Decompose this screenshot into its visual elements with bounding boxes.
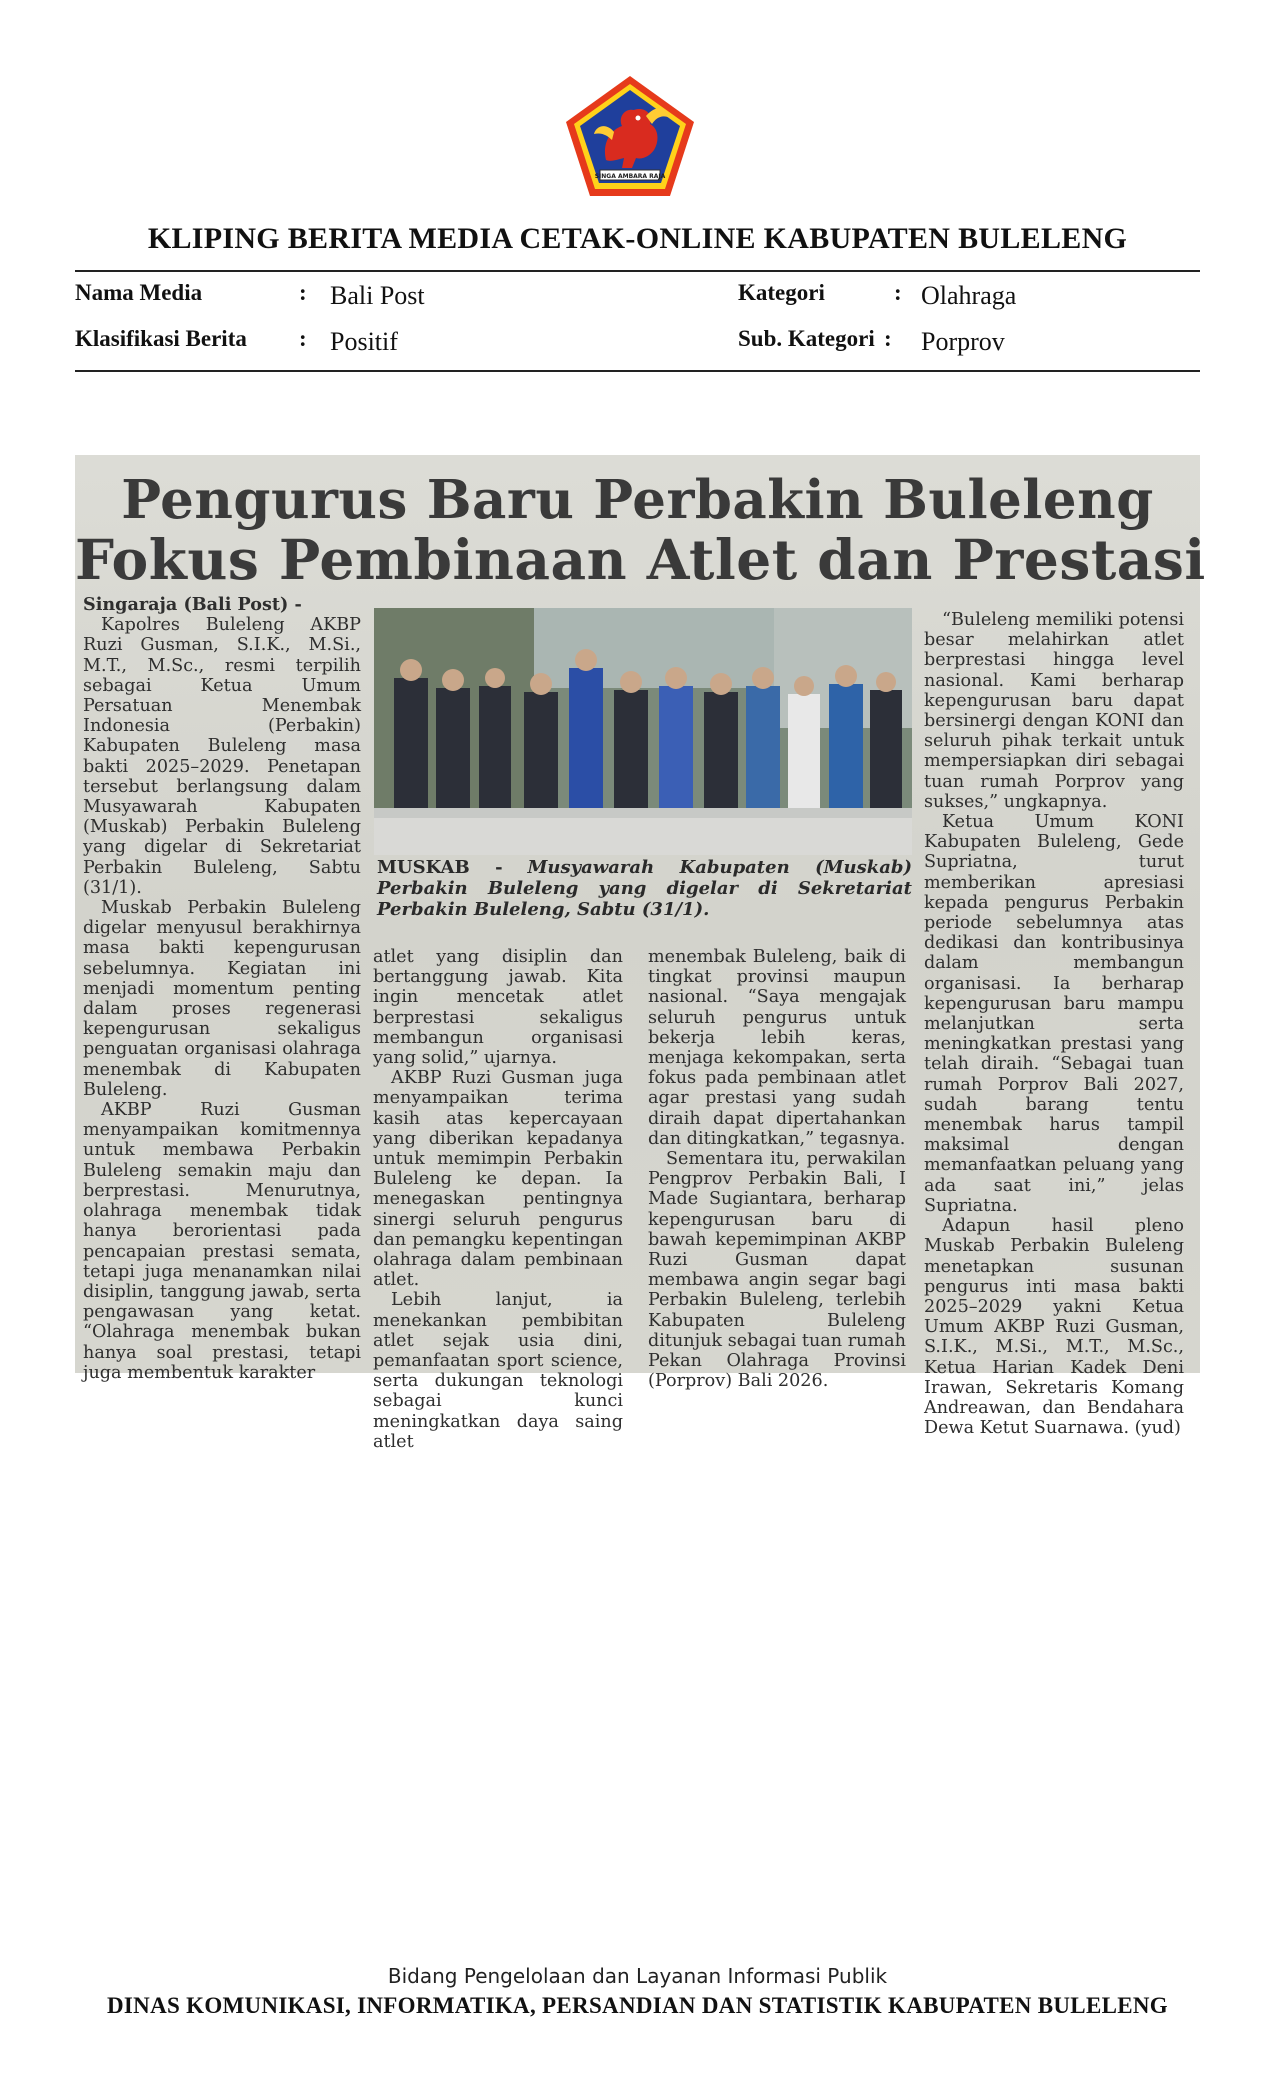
article-paragraph: Muskab Perbakin Buleleng digelar menyusul berakhirnya masa bakti kepengurusan sebelumnya. Kegiatan ini menjadi momentum penting dalam proses regenerasi kepengurusan sekaligus penguatan organisasi olahraga menembak di Kabupaten Buleleng. [83,898,361,1100]
document-title: KLIPING BERITA MEDIA CETAK-ONLINE KABUPATEN BULELENG [147,222,1128,255]
svg-text:SINGA AMBARA RAJA: SINGA AMBARA RAJA [594,173,666,180]
article-paragraph: atlet yang disiplin dan bertanggung jawab. Kita ingin mencetak atlet berprestasi sekaligus membangun organisasi yang solid,” ujarnya. [373,947,623,1069]
article-paragraph: Ketua Umum KONI Kabupaten Buleleng, Gede Supriatna, turut memberikan apresiasi kepada pengurus Perbakin periode sebelumnya atas dedikasi dan kontribusinya dalam membangun organisasi. Ia berharap kepengurusan baru mampu melanjutkan serta meningkatkan prestasi yang telah diraih. “Sebagai tuan rumah Porprov Bali 2027, sudah barang tentu menembak harus tampil maksimal dengan memanfaatkan peluang yang ada saat ini,” jelas Supriatna. [924,812,1184,1216]
subcategory-value: Porprov [921,327,1005,356]
caption-head: MUSKAB - [377,857,503,878]
classification-value: Positif [330,327,398,356]
category-colon: : [894,280,902,305]
media-label: Nama Media [75,280,203,305]
classification-colon: : [299,326,307,351]
footer-department: Bidang Pengelolaan dan Layanan Informasi Publik [387,1964,888,1988]
singa-ambara-raja-emblem-icon [562,74,698,200]
article-column-4 [924,610,1184,1439]
article-paragraph: menembak Buleleng, baik di tingkat provinsi maupun nasional. “Saya mengajak seluruh pengurus untuk bekerja lebih keras, menjaga kekompakan, serta fokus pada pembinaan atlet agar prestasi yang sudah diraih dapat dipertahankan dan ditingkatkan,” tegasnya. [648,947,906,1149]
article-paragraph: Adapun hasil pleno Muskab Perbakin Buleleng menetapkan susunan pengurus inti masa bakti 2025–2029 yakni Ketua Umum AKBP Ruzi Gusman, S.I.K., M.Si., M.T., M.Sc., Ketua Harian Kadek Deni Irawan, Sekretaris Komang Andreawan, dan Bendahara Dewa Ketut Suarnawa. (yud) [924,1216,1184,1439]
article-paragraph: Kapolres Buleleng AKBP Ruzi Gusman, S.I.K., M.Si., M.T., M.Sc., resmi terpilih sebagai Ketua Umum Persatuan Menembak Indonesia (Perbakin) Kabupaten Buleleng masa bakti 2025–2029. Penetapan tersebut berlangsung dalam Musyawarah Kabupaten (Muskab) Perbakin Buleleng yang digelar di Sekretariat Perbakin Buleleng, Sabtu (31/1). [83,615,361,898]
article-photo [374,608,912,855]
category-label: Kategori [738,280,825,305]
classification-label: Klasifikasi Berita [75,326,247,351]
article-paragraph: Sementara itu, perwakilan Pengprov Perbakin Bali, I Made Sugiantara, berharap kepengurusan baru di bawah kepemimpinan AKBP Ruzi Gusman dapat membawa angin segar bagi Perbakin Buleleng, terlebih Kabupaten Buleleng ditunjuk sebagai tuan rumah Pekan Olahraga Provinsi (Porprov) Bali 2026. [648,1149,906,1392]
media-colon: : [299,280,307,305]
header-top-divider [75,270,1200,272]
article-paragraph: AKBP Ruzi Gusman menyampaikan komitmennya untuk membawa Perbakin Buleleng semakin maju dan berprestasi. Menurutnya, olahraga menembak tidak hanya berorientasi pada pencapaian prestasi semata, tetapi juga menanamkan nilai disiplin, tanggung jawab, serta pengawasan yang ketat. “Olahraga menembak bukan hanya soal prestasi, tetapi juga membentuk karakter [83,1100,361,1383]
footer-agency: DINAS KOMUNIKASI, INFORMATIKA, PERSANDIAN DAN STATISTIK KABUPATEN BULELENG [107,1993,1168,2018]
media-value: Bali Post [330,281,425,310]
caption-text: Musyawarah Kabupaten (Muskab) Perbakin Buleleng yang digelar di Sekretariat Perbakin Buleleng, Sabtu (31/1). [377,857,912,920]
article-column-3 [648,947,906,1392]
photo-caption [377,857,912,920]
article-column-2 [373,947,623,1452]
article-paragraph: Lebih lanjut, ia menekankan pembibitan atlet sejak usia dini, pemanfaatan sport science, serta dukungan teknologi sebagai kunci meningkatkan daya saing atlet [373,1290,623,1452]
article-column-1 [83,594,361,1383]
newspaper-clipping [75,455,1206,1452]
article-headline-line2: Fokus Pembinaan Atlet dan Prestasi [75,527,1206,592]
subcategory-label: Sub. Kategori [738,326,875,351]
header-bottom-divider [75,370,1200,372]
article-dateline: Singaraja (Bali Post) - [83,594,302,615]
article-paragraph: AKBP Ruzi Gusman juga menyampaikan terima kasih atas kepercayaan yang diberikan kepadanya untuk memimpin Perbakin Buleleng ke depan. Ia menegaskan pentingnya sinergi seluruh pengurus dan pemangku kepentingan olahraga dalam pembinaan atlet. [373,1068,623,1291]
subcategory-colon: : [884,326,892,351]
article-paragraph: “Buleleng memiliki potensi besar melahirkan atlet berprestasi hingga level nasional. Kami berharap kepengurusan baru dapat bersinergi dengan KONI dan seluruh pihak terkait untuk mempersiapkan diri sebagai tuan rumah Porprov yang sukses,” ungkapnya. [924,610,1184,812]
category-value: Olahraga [921,281,1017,310]
article-headline-line1: Pengurus Baru Perbakin Buleleng [121,469,1154,531]
